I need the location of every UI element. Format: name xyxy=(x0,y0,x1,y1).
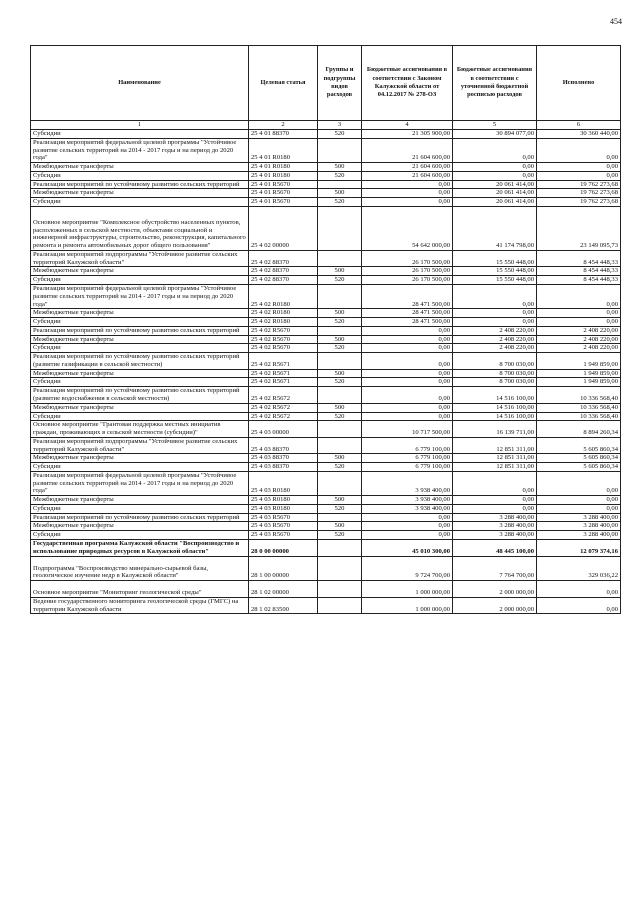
row-target-code: 25 4 02 R5671 xyxy=(249,353,318,370)
row-name: Основное мероприятие "Грантовая поддержка местных инициатив граждан, проживающих в сельской местности (субсидии)" xyxy=(31,421,249,438)
row-adjusted-amount: 15 550 448,00 xyxy=(453,267,537,276)
row-expense-group: 520 xyxy=(318,344,362,353)
column-number: 4 xyxy=(362,121,453,130)
row-adjusted-amount: 8 700 030,00 xyxy=(453,353,537,370)
table-row xyxy=(31,556,621,581)
row-executed-amount: 0,00 xyxy=(537,285,621,309)
row-executed-amount: 8 894 260,34 xyxy=(537,421,621,438)
row-adjusted-amount: 14 516 100,00 xyxy=(453,403,537,412)
row-expense-group xyxy=(318,180,362,189)
row-expense-group: 520 xyxy=(318,318,362,327)
table-row xyxy=(31,130,621,139)
row-name: Основное мероприятие "Комплексное обустройство населенных пунктов, расположенных в сельской местности, объектами социальной и инженерной инфраструктуры, строительство, реконструкция, капитального ремонта и ремонта автомобильных дорог общего пользования" xyxy=(31,206,249,250)
header-row xyxy=(31,46,621,121)
row-approved-amount: 0,00 xyxy=(362,198,453,207)
row-target-code: 28 1 02 83500 xyxy=(249,597,318,614)
row-name: Реализация мероприятий по устойчивому развитию сельских территорий xyxy=(31,180,249,189)
row-target-code: 25 4 03 88370 xyxy=(249,437,318,454)
row-expense-group xyxy=(318,353,362,370)
row-name: Реализация мероприятий федеральной целевой программы "Устойчивое развитие сельских территорий на 2014 - 2017 годы и на период до 2020 года" xyxy=(31,471,249,495)
row-target-code: 25 4 01 R0180 xyxy=(249,138,318,162)
row-expense-group: 520 xyxy=(318,531,362,540)
row-executed-amount: 8 454 448,33 xyxy=(537,276,621,285)
row-approved-amount: 0,00 xyxy=(362,369,453,378)
table-row xyxy=(31,437,621,454)
row-name: Ведение государственного мониторинга геологической среды (ГМГС) на территории Калужской области xyxy=(31,597,249,614)
column-number-row xyxy=(31,121,621,130)
row-approved-amount: 21 604 600,00 xyxy=(362,171,453,180)
row-name: Межбюджетные трансферты xyxy=(31,369,249,378)
row-executed-amount: 8 454 448,33 xyxy=(537,250,621,267)
row-target-code: 25 4 01 R0180 xyxy=(249,171,318,180)
row-adjusted-amount: 0,00 xyxy=(453,504,537,513)
row-adjusted-amount: 15 550 448,00 xyxy=(453,276,537,285)
row-approved-amount: 3 938 400,00 xyxy=(362,471,453,495)
column-number: 5 xyxy=(453,121,537,130)
row-approved-amount: 10 717 500,00 xyxy=(362,421,453,438)
table-row xyxy=(31,318,621,327)
row-name: Межбюджетные трансферты xyxy=(31,267,249,276)
header-adjusted: Бюджетные ассигнования в соответствии с уточненной бюджетной росписью расходов xyxy=(453,46,537,121)
table-row xyxy=(31,387,621,404)
row-approved-amount: 45 010 300,00 xyxy=(362,539,453,556)
row-executed-amount: 23 149 095,73 xyxy=(537,206,621,250)
row-expense-group xyxy=(318,597,362,614)
row-executed-amount: 3 288 400,00 xyxy=(537,513,621,522)
row-target-code: 25 4 02 R5671 xyxy=(249,378,318,387)
row-target-code: 25 4 03 00000 xyxy=(249,421,318,438)
row-target-code: 25 4 03 88370 xyxy=(249,454,318,463)
row-adjusted-amount: 20 061 414,00 xyxy=(453,189,537,198)
table-row xyxy=(31,189,621,198)
row-name: Субсидии xyxy=(31,504,249,513)
table-row xyxy=(31,276,621,285)
table-row xyxy=(31,163,621,172)
row-target-code: 25 4 01 R5670 xyxy=(249,198,318,207)
row-expense-group xyxy=(318,556,362,581)
row-executed-amount: 329 036,22 xyxy=(537,556,621,581)
table-row xyxy=(31,250,621,267)
row-approved-amount: 1 000 000,00 xyxy=(362,597,453,614)
row-expense-group: 520 xyxy=(318,504,362,513)
row-executed-amount: 2 408 220,00 xyxy=(537,344,621,353)
row-name: Межбюджетные трансферты xyxy=(31,189,249,198)
row-name: Реализация мероприятий подпрограммы "Устойчивое развитие сельских территорий Калужской области" xyxy=(31,250,249,267)
row-name: Субсидии xyxy=(31,171,249,180)
row-executed-amount: 0,00 xyxy=(537,496,621,505)
row-name: Подпрограмма "Воспроизводство минерально-сырьевой базы, геологическое изучение недр в Калужской области" xyxy=(31,556,249,581)
table-row xyxy=(31,206,621,250)
row-executed-amount: 10 336 568,40 xyxy=(537,403,621,412)
table-row xyxy=(31,369,621,378)
row-approved-amount: 6 779 100,00 xyxy=(362,454,453,463)
row-approved-amount: 0,00 xyxy=(362,531,453,540)
row-adjusted-amount: 14 516 100,00 xyxy=(453,387,537,404)
table-row xyxy=(31,378,621,387)
row-approved-amount: 0,00 xyxy=(362,335,453,344)
table-row xyxy=(31,522,621,531)
row-target-code: 25 4 01 88370 xyxy=(249,130,318,139)
row-expense-group: 500 xyxy=(318,403,362,412)
row-expense-group: 500 xyxy=(318,309,362,318)
row-approved-amount: 0,00 xyxy=(362,353,453,370)
row-executed-amount: 0,00 xyxy=(537,504,621,513)
row-executed-amount: 5 605 860,34 xyxy=(537,463,621,472)
row-adjusted-amount: 14 516 100,00 xyxy=(453,412,537,421)
row-target-code: 25 4 02 00000 xyxy=(249,206,318,250)
row-target-code: 25 4 03 R5670 xyxy=(249,531,318,540)
row-target-code: 25 4 03 R5670 xyxy=(249,522,318,531)
row-adjusted-amount: 0,00 xyxy=(453,163,537,172)
row-approved-amount: 6 779 100,00 xyxy=(362,463,453,472)
table-row xyxy=(31,403,621,412)
row-adjusted-amount: 12 851 311,00 xyxy=(453,463,537,472)
row-approved-amount: 0,00 xyxy=(362,403,453,412)
row-adjusted-amount: 8 700 030,00 xyxy=(453,369,537,378)
table-row xyxy=(31,344,621,353)
row-executed-amount: 1 949 859,00 xyxy=(537,369,621,378)
row-executed-amount: 12 079 374,16 xyxy=(537,539,621,556)
header-group: Группы и подгруппы видов расходов xyxy=(318,46,362,121)
row-approved-amount: 54 642 000,00 xyxy=(362,206,453,250)
row-approved-amount: 1 000 000,00 xyxy=(362,581,453,598)
row-expense-group xyxy=(318,250,362,267)
column-number: 1 xyxy=(31,121,249,130)
row-target-code: 25 4 02 R5670 xyxy=(249,335,318,344)
column-number: 2 xyxy=(249,121,318,130)
table-row xyxy=(31,463,621,472)
row-target-code: 28 1 00 00000 xyxy=(249,556,318,581)
page-number: 454 xyxy=(610,17,622,26)
row-name: Реализация мероприятий по устойчивому развитию сельских территорий (развитие газификации в сельской местности) xyxy=(31,353,249,370)
table-row xyxy=(31,581,621,598)
row-adjusted-amount: 20 061 414,00 xyxy=(453,180,537,189)
row-adjusted-amount: 3 288 400,00 xyxy=(453,513,537,522)
table-row xyxy=(31,180,621,189)
row-executed-amount: 8 454 448,33 xyxy=(537,267,621,276)
row-approved-amount: 28 471 500,00 xyxy=(362,318,453,327)
row-adjusted-amount: 7 764 700,00 xyxy=(453,556,537,581)
row-approved-amount: 21 305 900,00 xyxy=(362,130,453,139)
row-name: Реализация мероприятий по устойчивому развитию сельских территорий xyxy=(31,326,249,335)
row-approved-amount: 0,00 xyxy=(362,189,453,198)
row-expense-group: 520 xyxy=(318,412,362,421)
row-approved-amount: 26 170 500,00 xyxy=(362,267,453,276)
row-approved-amount: 0,00 xyxy=(362,412,453,421)
row-target-code: 25 4 01 R0180 xyxy=(249,163,318,172)
table-row xyxy=(31,513,621,522)
row-approved-amount: 26 170 500,00 xyxy=(362,276,453,285)
row-expense-group: 520 xyxy=(318,276,362,285)
row-approved-amount: 28 471 500,00 xyxy=(362,285,453,309)
row-adjusted-amount: 48 445 100,00 xyxy=(453,539,537,556)
row-adjusted-amount: 12 851 311,00 xyxy=(453,437,537,454)
row-adjusted-amount: 16 139 711,00 xyxy=(453,421,537,438)
row-adjusted-amount: 0,00 xyxy=(453,309,537,318)
row-adjusted-amount: 2 408 220,00 xyxy=(453,344,537,353)
row-expense-group xyxy=(318,206,362,250)
row-approved-amount: 26 170 500,00 xyxy=(362,250,453,267)
column-number: 3 xyxy=(318,121,362,130)
row-name: Межбюджетные трансферты xyxy=(31,522,249,531)
row-adjusted-amount: 2 000 000,00 xyxy=(453,581,537,598)
row-approved-amount: 21 604 600,00 xyxy=(362,163,453,172)
row-approved-amount: 0,00 xyxy=(362,513,453,522)
table-row xyxy=(31,335,621,344)
row-target-code: 28 1 02 00000 xyxy=(249,581,318,598)
row-name: Межбюджетные трансферты xyxy=(31,309,249,318)
header-executed: Исполнено xyxy=(537,46,621,121)
table-row xyxy=(31,421,621,438)
table-row xyxy=(31,326,621,335)
table-row xyxy=(31,496,621,505)
row-adjusted-amount: 20 061 414,00 xyxy=(453,198,537,207)
row-name: Субсидии xyxy=(31,378,249,387)
row-executed-amount: 0,00 xyxy=(537,471,621,495)
row-name: Субсидии xyxy=(31,198,249,207)
row-approved-amount: 3 938 400,00 xyxy=(362,496,453,505)
row-name: Реализация мероприятий федеральной целевой программы "Устойчивое развитие сельских территорий на 2014 - 2017 годы и на период до 2020 года" xyxy=(31,285,249,309)
row-name: Субсидии xyxy=(31,130,249,139)
row-target-code: 25 4 02 R0180 xyxy=(249,318,318,327)
row-executed-amount: 19 762 273,68 xyxy=(537,180,621,189)
row-expense-group xyxy=(318,138,362,162)
row-adjusted-amount: 2 000 000,00 xyxy=(453,597,537,614)
table-row xyxy=(31,504,621,513)
row-name: Межбюджетные трансферты xyxy=(31,496,249,505)
row-expense-group: 500 xyxy=(318,522,362,531)
header-name: Наименование xyxy=(31,46,249,121)
row-expense-group xyxy=(318,326,362,335)
row-executed-amount: 0,00 xyxy=(537,171,621,180)
table-row xyxy=(31,539,621,556)
row-executed-amount: 2 408 220,00 xyxy=(537,326,621,335)
row-expense-group xyxy=(318,421,362,438)
row-adjusted-amount: 30 894 077,00 xyxy=(453,130,537,139)
row-name: Реализация мероприятий по устойчивому развитию сельских территорий (развитие водоснабжения в сельской местности) xyxy=(31,387,249,404)
row-executed-amount: 19 762 273,68 xyxy=(537,189,621,198)
row-executed-amount: 3 288 400,00 xyxy=(537,531,621,540)
table-row xyxy=(31,353,621,370)
row-expense-group xyxy=(318,437,362,454)
row-target-code: 25 4 02 R5670 xyxy=(249,344,318,353)
header-approved: Бюджетные ассигнования в соответствии с Законом Калужской области от 04.12.2017 № 278-ОЗ xyxy=(362,46,453,121)
table-row xyxy=(31,531,621,540)
row-approved-amount: 0,00 xyxy=(362,180,453,189)
row-adjusted-amount: 2 408 220,00 xyxy=(453,335,537,344)
row-executed-amount: 10 336 568,40 xyxy=(537,387,621,404)
row-expense-group xyxy=(318,285,362,309)
row-expense-group: 500 xyxy=(318,189,362,198)
row-adjusted-amount: 41 174 798,00 xyxy=(453,206,537,250)
header-code: Целевая статья xyxy=(249,46,318,121)
row-approved-amount: 0,00 xyxy=(362,378,453,387)
table-row xyxy=(31,597,621,614)
row-name: Субсидии xyxy=(31,318,249,327)
row-expense-group: 520 xyxy=(318,378,362,387)
table-row xyxy=(31,309,621,318)
row-target-code: 25 4 03 R0180 xyxy=(249,471,318,495)
row-adjusted-amount: 3 288 400,00 xyxy=(453,522,537,531)
row-executed-amount: 19 762 273,68 xyxy=(537,198,621,207)
row-executed-amount: 2 408 220,00 xyxy=(537,335,621,344)
row-target-code: 25 4 02 88370 xyxy=(249,250,318,267)
row-name: Государственная программа Калужской области "Воспроизводство и использование природных ресурсов в Калужской области" xyxy=(31,539,249,556)
row-name: Основное мероприятие "Мониторинг геологической среды" xyxy=(31,581,249,598)
row-name: Межбюджетные трансферты xyxy=(31,403,249,412)
row-target-code: 25 4 02 88370 xyxy=(249,267,318,276)
row-target-code: 25 4 02 R5672 xyxy=(249,403,318,412)
row-target-code: 25 4 02 88370 xyxy=(249,276,318,285)
row-expense-group: 500 xyxy=(318,454,362,463)
row-target-code: 25 4 03 R0180 xyxy=(249,504,318,513)
row-name: Межбюджетные трансферты xyxy=(31,454,249,463)
row-target-code: 25 4 02 R5670 xyxy=(249,326,318,335)
row-approved-amount: 6 779 100,00 xyxy=(362,437,453,454)
row-expense-group xyxy=(318,471,362,495)
row-name: Субсидии xyxy=(31,344,249,353)
row-adjusted-amount: 0,00 xyxy=(453,471,537,495)
row-executed-amount: 30 360 440,00 xyxy=(537,130,621,139)
table-row xyxy=(31,198,621,207)
row-approved-amount: 3 938 400,00 xyxy=(362,504,453,513)
row-approved-amount: 21 604 600,00 xyxy=(362,138,453,162)
table-row xyxy=(31,138,621,162)
row-expense-group: 500 xyxy=(318,163,362,172)
row-name: Реализация мероприятий по устойчивому развитию сельских территорий xyxy=(31,513,249,522)
row-adjusted-amount: 2 408 220,00 xyxy=(453,326,537,335)
row-target-code: 25 4 01 R5670 xyxy=(249,189,318,198)
row-adjusted-amount: 12 851 311,00 xyxy=(453,454,537,463)
row-executed-amount: 0,00 xyxy=(537,309,621,318)
row-name: Межбюджетные трансферты xyxy=(31,335,249,344)
row-name: Межбюджетные трансферты xyxy=(31,163,249,172)
row-target-code: 28 0 00 00000 xyxy=(249,539,318,556)
row-expense-group: 500 xyxy=(318,496,362,505)
row-target-code: 25 4 02 R0180 xyxy=(249,285,318,309)
row-adjusted-amount: 3 288 400,00 xyxy=(453,531,537,540)
row-approved-amount: 9 724 700,00 xyxy=(362,556,453,581)
row-executed-amount: 1 949 859,00 xyxy=(537,353,621,370)
row-name: Субсидии xyxy=(31,463,249,472)
row-name: Субсидии xyxy=(31,276,249,285)
row-executed-amount: 1 949 859,00 xyxy=(537,378,621,387)
table-row xyxy=(31,171,621,180)
table-row xyxy=(31,471,621,495)
row-expense-group: 520 xyxy=(318,171,362,180)
row-executed-amount: 5 605 860,34 xyxy=(537,454,621,463)
row-executed-amount: 10 336 568,40 xyxy=(537,412,621,421)
row-executed-amount: 0,00 xyxy=(537,138,621,162)
row-expense-group xyxy=(318,513,362,522)
row-adjusted-amount: 0,00 xyxy=(453,285,537,309)
row-expense-group: 520 xyxy=(318,198,362,207)
row-target-code: 25 4 02 R5672 xyxy=(249,387,318,404)
row-executed-amount: 5 605 860,34 xyxy=(537,437,621,454)
row-adjusted-amount: 0,00 xyxy=(453,171,537,180)
row-approved-amount: 28 471 500,00 xyxy=(362,309,453,318)
row-expense-group xyxy=(318,539,362,556)
row-approved-amount: 0,00 xyxy=(362,344,453,353)
row-expense-group: 520 xyxy=(318,463,362,472)
row-target-code: 25 4 03 R5670 xyxy=(249,513,318,522)
row-adjusted-amount: 0,00 xyxy=(453,496,537,505)
row-adjusted-amount: 0,00 xyxy=(453,318,537,327)
table-row xyxy=(31,285,621,309)
row-target-code: 25 4 03 R0180 xyxy=(249,496,318,505)
row-expense-group: 500 xyxy=(318,335,362,344)
row-expense-group xyxy=(318,387,362,404)
row-target-code: 25 4 02 R5671 xyxy=(249,369,318,378)
row-name: Субсидии xyxy=(31,412,249,421)
row-target-code: 25 4 01 R5670 xyxy=(249,180,318,189)
row-name: Реализация мероприятий федеральной целевой программы "Устойчивое развитие сельских территорий на 2014 - 2017 годы и на период до 2020 года" xyxy=(31,138,249,162)
row-expense-group: 500 xyxy=(318,369,362,378)
table-row xyxy=(31,267,621,276)
column-number: 6 xyxy=(537,121,621,130)
row-name: Субсидии xyxy=(31,531,249,540)
table-row xyxy=(31,412,621,421)
row-target-code: 25 4 02 R0180 xyxy=(249,309,318,318)
budget-table xyxy=(30,45,621,614)
row-executed-amount: 0,00 xyxy=(537,581,621,598)
row-approved-amount: 0,00 xyxy=(362,522,453,531)
row-adjusted-amount: 0,00 xyxy=(453,138,537,162)
row-target-code: 25 4 03 88370 xyxy=(249,463,318,472)
row-expense-group xyxy=(318,581,362,598)
row-approved-amount: 0,00 xyxy=(362,326,453,335)
row-adjusted-amount: 15 550 448,00 xyxy=(453,250,537,267)
row-name: Реализация мероприятий подпрограммы "Устойчивое развитие сельских территорий Калужской области" xyxy=(31,437,249,454)
row-approved-amount: 0,00 xyxy=(362,387,453,404)
row-executed-amount: 0,00 xyxy=(537,318,621,327)
table-row xyxy=(31,454,621,463)
row-executed-amount: 0,00 xyxy=(537,163,621,172)
row-adjusted-amount: 8 700 030,00 xyxy=(453,378,537,387)
row-expense-group: 520 xyxy=(318,130,362,139)
row-expense-group: 500 xyxy=(318,267,362,276)
row-executed-amount: 0,00 xyxy=(537,597,621,614)
row-target-code: 25 4 02 R5672 xyxy=(249,412,318,421)
row-executed-amount: 3 288 400,00 xyxy=(537,522,621,531)
